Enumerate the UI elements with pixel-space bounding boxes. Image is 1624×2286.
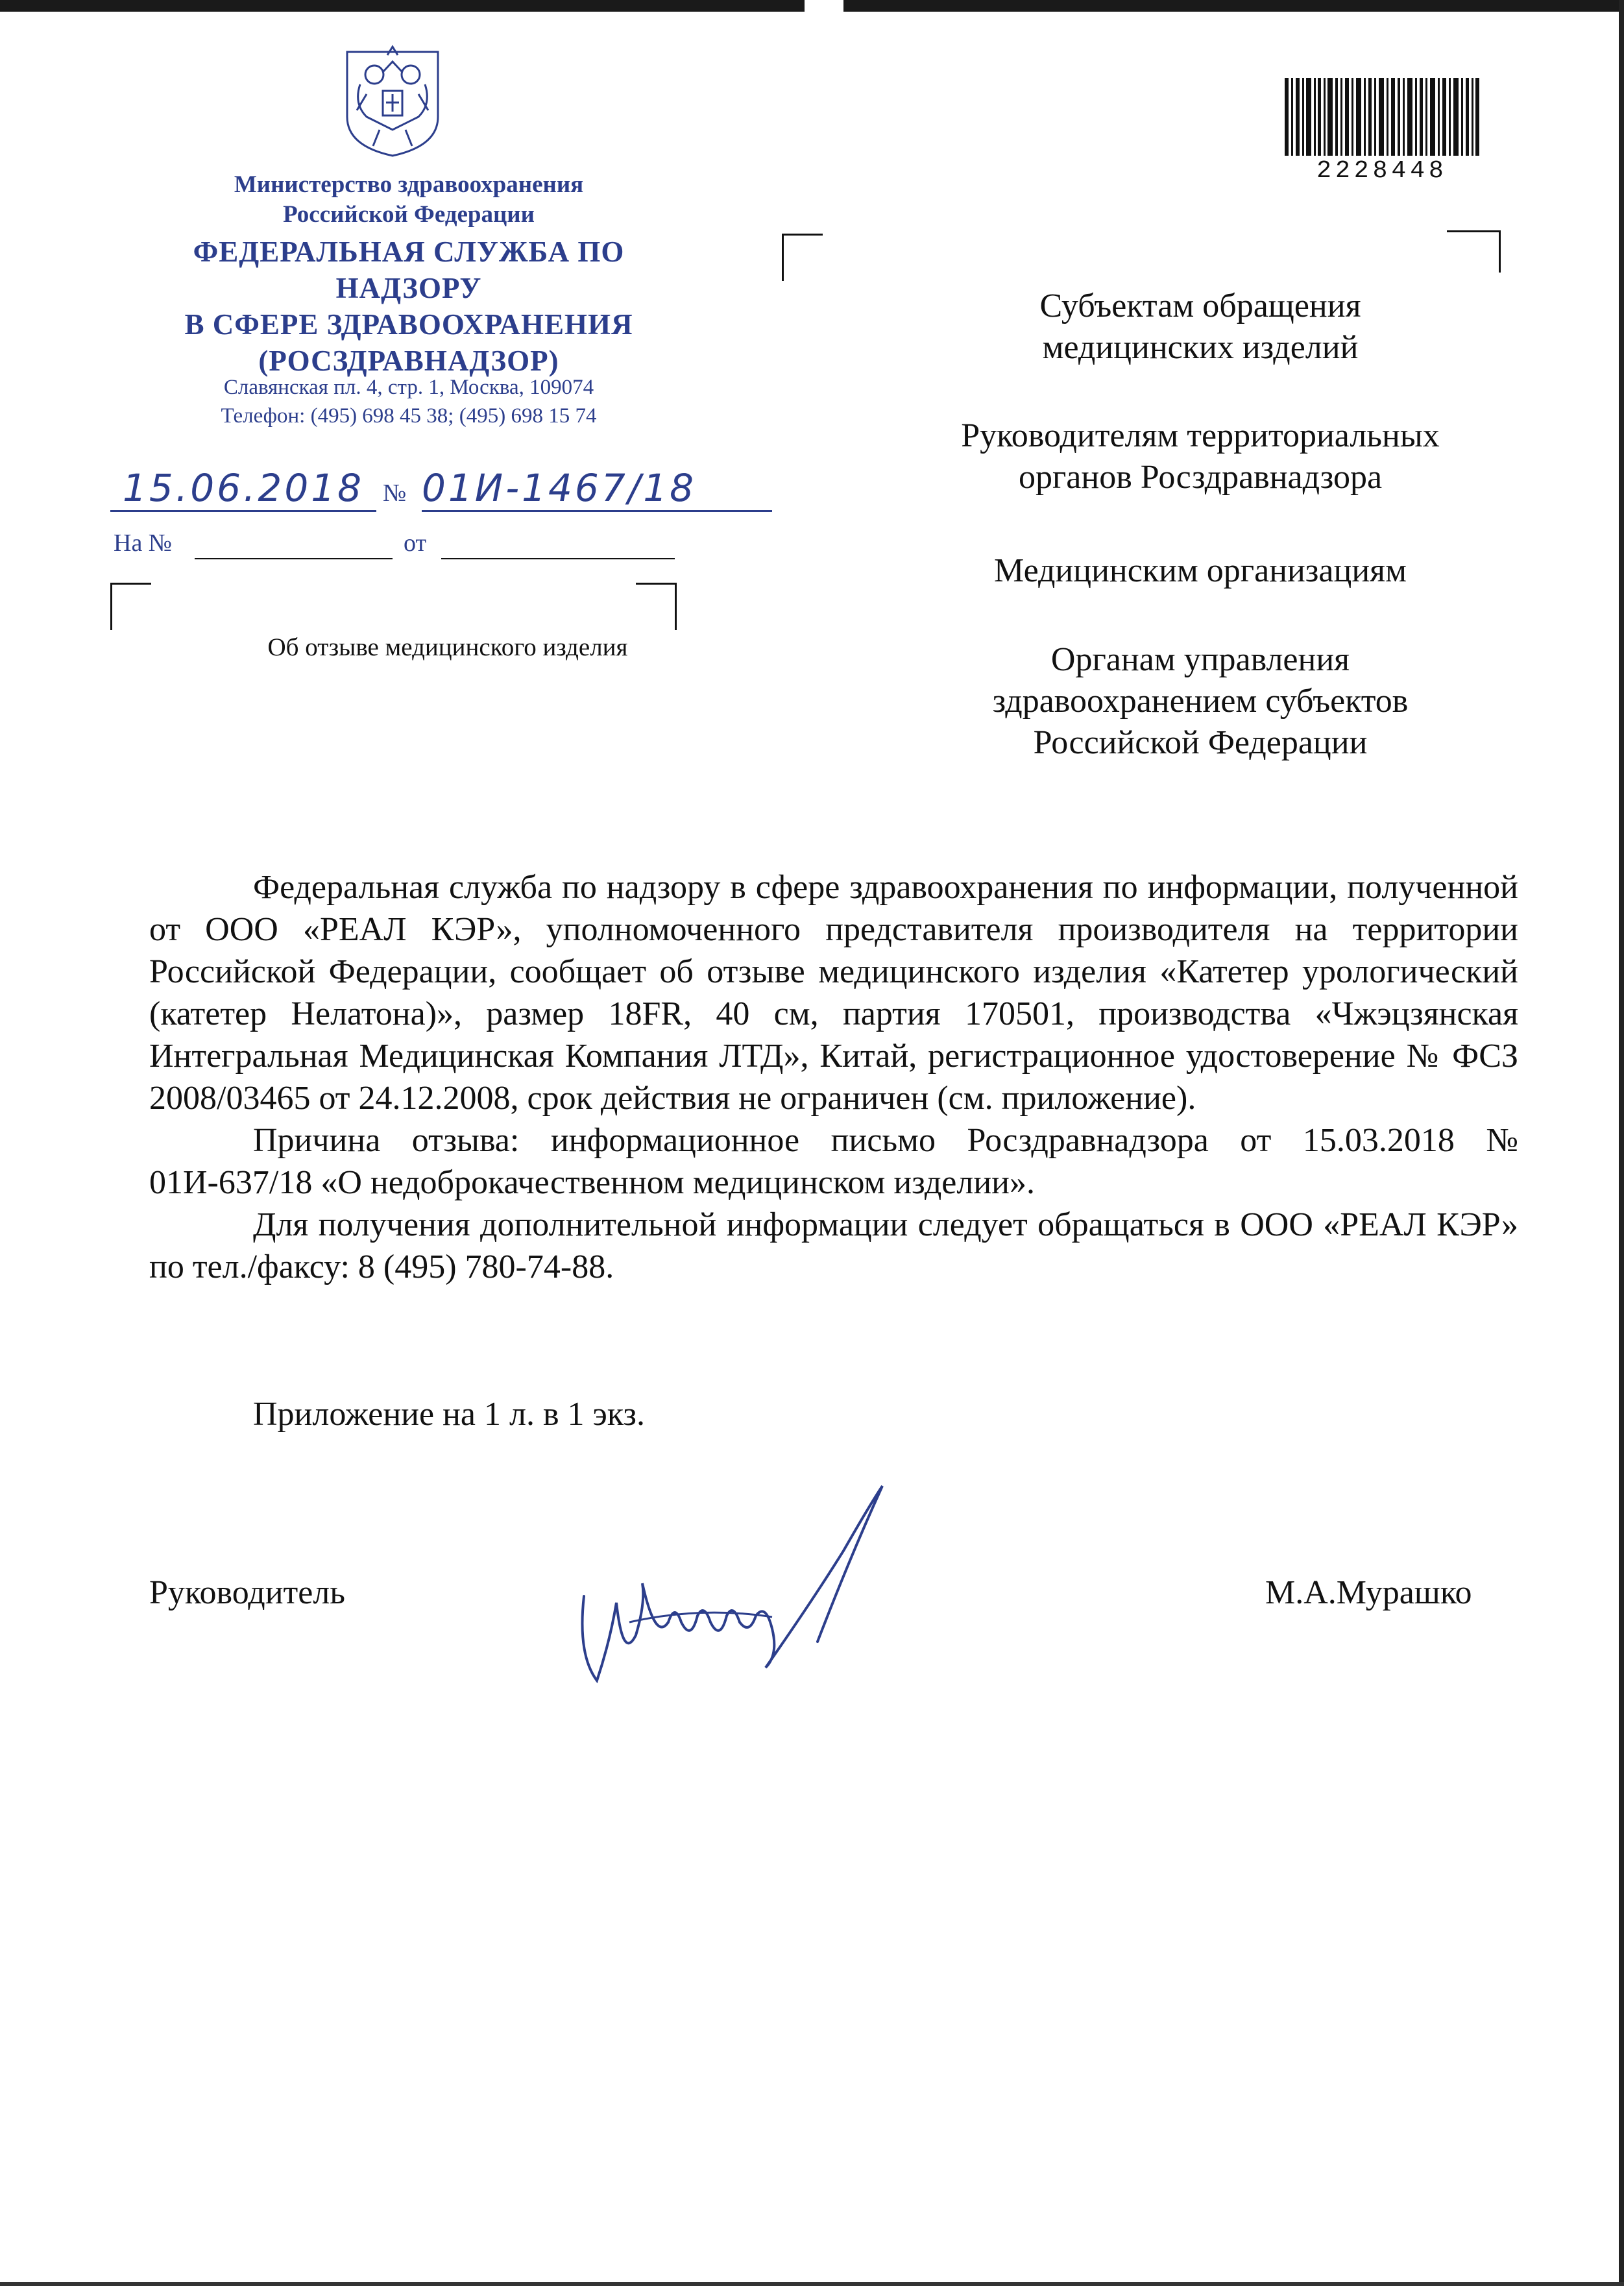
addressee-block-2 [876, 415, 1525, 498]
addressee-line: Органам управления [1050, 641, 1350, 678]
ministry-line-2: Российской Федерации [283, 201, 535, 228]
barcode-number: 2228448 [1316, 157, 1448, 185]
addressee-line: Медицинским организациям [994, 552, 1407, 589]
letter-body [149, 866, 1518, 1288]
signatory-position: Руководитель [149, 1574, 345, 1611]
body-paragraph-2: Причина отзыва: информационное письмо Росздравнадзора от 15.03.2018 № 01И-637/18 «О недоброкачественном медицинском изделии». [149, 1122, 1518, 1201]
addressee-line: Российской Федерации [1033, 724, 1368, 761]
service-line-2: В СФЕРЕ ЗДРАВООХРАНЕНИЯ [184, 308, 633, 341]
ministry-line-1: Министерство здравоохранения [234, 171, 584, 198]
registration-line [110, 466, 792, 524]
scan-edge-bottom [0, 2282, 1624, 2286]
addressee-bracket-right [1447, 230, 1501, 273]
addressee-bracket-left [782, 234, 823, 281]
reply-to-blank [195, 558, 393, 559]
address-line: Славянская пл. 4, стр. 1, Москва, 109074 [223, 376, 594, 399]
attachment-note: Приложение на 1 л. в 1 экз. [253, 1396, 645, 1433]
service-line-3: (РОСЗДРАВНАДЗОР) [258, 345, 559, 377]
addressee-block-3 [876, 550, 1525, 592]
addressee-line: Субъектам обращения [1039, 287, 1361, 324]
russian-coat-of-arms-icon [334, 39, 451, 159]
number-sign: № [383, 480, 407, 507]
body-paragraph-3: Для получения дополнительной информации следует обращаться в ООО «РЕАЛ КЭР» по тел./факсу: 8 (495) 780-74-88. [149, 1206, 1518, 1285]
registration-date: 15.06.2018 [110, 466, 376, 512]
registration-number: 01И-1467/18 [422, 466, 772, 512]
letterhead-address [117, 373, 701, 430]
subject-bracket-right [636, 583, 677, 630]
signatory-name: М.А.Мурашко [1265, 1574, 1472, 1611]
addressee-line: органов Росздравнадзора [1018, 459, 1383, 496]
addressee-block-1 [876, 286, 1525, 369]
body-paragraph-1: Федеральная служба по надзору в сфере здравоохранения по информации, полученной от ООО «РЕАЛ КЭР», уполномоченного представителя производителя на территории Российской Федерации, сообщает об отзыве медицинского изделия «Катетер урологический (катетер Нелатона)», размер 18FR, 40 см, партия 170501, производства «Чжэцзянская Интегральная Медицинская Компания ЛТД», Китай, регистрационное удостоверение № ФСЗ 2008/03465 от 24.12.2008, срок действия не ограничен (см. приложение). [149, 869, 1518, 1117]
addressee-line: медицинских изделий [1042, 329, 1359, 366]
handwritten-signature [571, 1473, 908, 1687]
ministry-name [117, 170, 701, 230]
addressee-line: Руководителям территориальных [961, 417, 1440, 454]
addressee-block-4 [876, 639, 1525, 764]
from-label: от [404, 529, 427, 557]
subject-line: Об отзыве медицинского изделия [267, 633, 628, 661]
barcode-icon [1285, 78, 1479, 156]
phone-line: Телефон: (495) 698 45 38; (495) 698 15 74 [221, 404, 597, 428]
addressee-line: здравоохранением субъектов [992, 683, 1409, 720]
scan-edge-right [1619, 0, 1624, 2286]
scan-edge-gap [805, 0, 843, 12]
subject-bracket-left [110, 583, 151, 630]
from-blank [441, 558, 675, 559]
reply-to-label: На № [114, 529, 173, 557]
service-line-1: ФЕДЕРАЛЬНАЯ СЛУЖБА ПО НАДЗОРУ [193, 236, 625, 304]
service-name [117, 234, 701, 379]
